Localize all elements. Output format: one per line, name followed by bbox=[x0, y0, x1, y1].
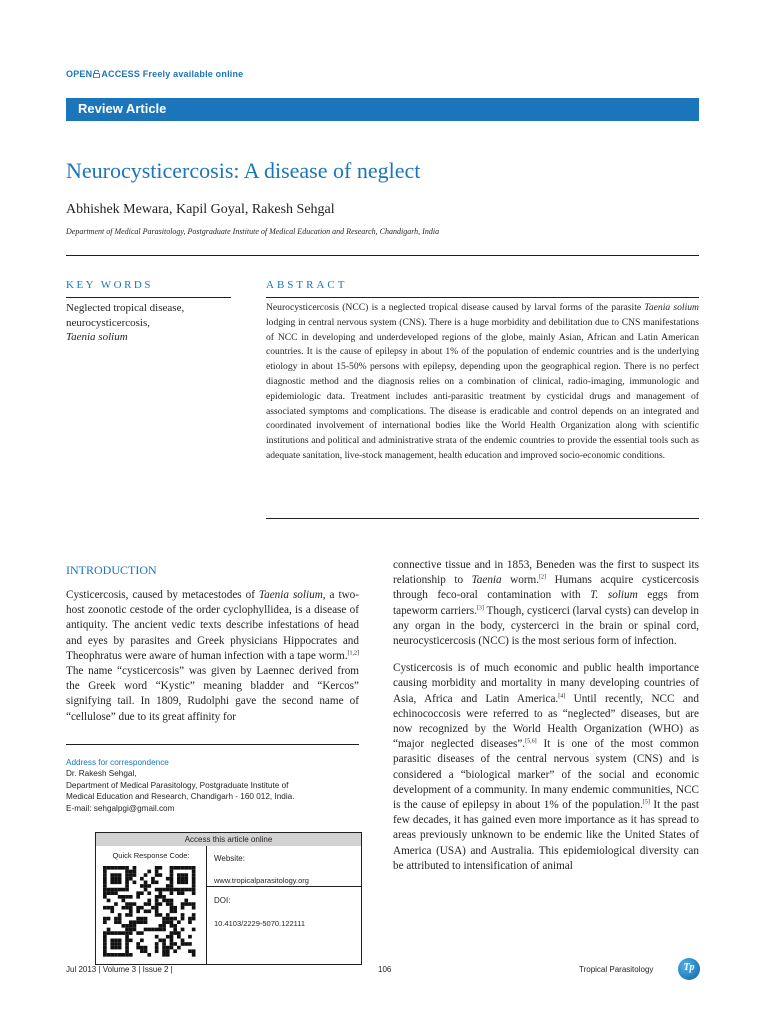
page-number: 106 bbox=[378, 965, 392, 974]
body-text: Until recently, NCC and echinococcosis were referred to as “neglected” diseases, but are now recognized by the World Health Organization (WHO) as “major neglected diseases”. bbox=[393, 692, 699, 751]
divider bbox=[266, 297, 699, 298]
keyword-item: Taenia solium bbox=[66, 331, 128, 343]
body-text: Humans acquire cysticercosis through feco-oral contamination with bbox=[393, 574, 699, 602]
doi-label: DOI: bbox=[214, 896, 231, 905]
correspondence-email[interactable]: E-mail: sehgalpgi@gmail.com bbox=[66, 803, 175, 813]
body-text: It is one of the most common parasitic diseases of the central nervous system (CNS) and is considered a “biological marker” of the social and economic development of a community. In many endemic communities, NCC is the cause of epilepsy in about 1% of the population. bbox=[393, 738, 699, 812]
correspondence-address: Department of Medical Parasitology, Postgraduate Institute of bbox=[66, 780, 289, 790]
correspondence-name: Dr. Rakesh Sehgal, bbox=[66, 769, 137, 779]
article-authors: Abhishek Mewara, Kapil Goyal, Rakesh Sehgal bbox=[66, 202, 335, 217]
body-text: Though, cysticerci (larval cysts) can develop in any organ in the body, cystercerci in the brain or spinal cord, neurocysticercosis (NCC) is the most serious form of infection. bbox=[393, 604, 699, 648]
qr-cell bbox=[96, 846, 207, 964]
article-title: Neurocysticercosis: A disease of neglect bbox=[66, 158, 421, 183]
citation[interactable]: [1,2] bbox=[347, 650, 359, 657]
doi-cell bbox=[207, 887, 361, 964]
keyword-item: neurocysticercosis, bbox=[66, 316, 150, 329]
body-text: Cysticercosis is of much economic and public health importance causing morbidity and mortality in many developing countries of Asia, Africa and Latin America. bbox=[393, 662, 699, 705]
doi-link[interactable]: 10.4103/2229-5070.122111 bbox=[214, 919, 306, 928]
open-access-note: Freely available online bbox=[142, 69, 244, 79]
article-affiliation: Department of Medical Parasitology, Postgraduate Institute of Medical Education and Research, Chandigarh, India bbox=[66, 227, 440, 236]
keyword-item: Neglected tropical disease, bbox=[66, 302, 185, 314]
intro-left-column bbox=[66, 588, 359, 725]
citation[interactable]: [2] bbox=[539, 574, 547, 581]
journal-logo bbox=[678, 958, 700, 980]
body-text: , a two-host zoonotic cestode of the order cyclophyllidea, is a disease of antiquity. The ancient vedic texts describe infestations of head and eyes by parasites and Greek physicians Hippocrates and Theophratus were aware of human infection with a tape worm. bbox=[66, 589, 359, 662]
abstract-heading: ABSTRACT bbox=[266, 279, 348, 291]
qr-label: Quick Response Code: bbox=[112, 851, 190, 860]
introduction-heading: INTRODUCTION bbox=[66, 563, 157, 577]
website-cell bbox=[207, 846, 361, 887]
keywords-list bbox=[66, 301, 236, 345]
section-bar bbox=[66, 98, 699, 121]
open-access-banner bbox=[66, 69, 243, 79]
citation[interactable]: [3] bbox=[476, 604, 484, 611]
intro-right-column bbox=[393, 558, 699, 874]
citation[interactable]: [5,6] bbox=[525, 738, 537, 745]
abstract-segment: Neurocysticercosis (NCC) is a neglected tropical disease caused by larval forms of the parasite bbox=[266, 302, 645, 313]
access-label: ACCESS bbox=[101, 69, 141, 79]
divider bbox=[66, 744, 359, 745]
body-text: eggs from tapeworm carriers. bbox=[393, 589, 699, 617]
body-text: worm. bbox=[501, 574, 540, 587]
divider bbox=[66, 297, 231, 298]
open-access-lock-icon bbox=[93, 70, 100, 78]
abstract-text bbox=[266, 301, 699, 464]
species-name: Taenia solium bbox=[644, 302, 699, 313]
body-text: The name “cysticercosis” was given by Laennec derived from the Greek word “Kystic” meaning bladder and “Kercos” signifying tail. In 1809, Rudolphi gave the second name of “cellulose” due to its great affinity for bbox=[66, 665, 359, 723]
journal-name: Tropical Parasitology bbox=[579, 965, 654, 974]
species-name: Taenia bbox=[471, 574, 502, 587]
access-box bbox=[95, 832, 362, 965]
divider bbox=[266, 518, 699, 519]
body-text: Cysticercosis, caused by metacestodes of bbox=[66, 589, 255, 601]
abstract-segment: lodging in central nervous system (CNS). There is a huge morbidity and debilitation due to CNS manifestations of NCC in developing and underdeveloped regions of the globe, mainly Asian, African and Latin American countries. It is the cause of epilepsy in about 1% of the population of endemic countries and is the underlying etiology in about 15-50% persons with epilepsy, depending upon the geographical region. There is no perfect diagnostic method and the diagnosis relies on a combination of clinical, radio-imaging, immunologic and epidemiologic data. Treatment includes anti-parasitic treatment by cysticidal drugs and management of associated symptoms and complications. The disease is eradicable and control depends on an integrated and coordinated involvement of international bodies like the World Health Organization along with scientific institutions and political and administrative strata of the endemic countries to provide the essential tools such as adequate sanitation, live-stock management, health education and improved socio-economic conditions. bbox=[266, 316, 699, 461]
correspondence-block bbox=[66, 757, 366, 814]
paragraph bbox=[393, 661, 699, 874]
section-label: Review Article bbox=[78, 101, 167, 116]
paragraph bbox=[393, 558, 699, 649]
website-label: Website: bbox=[214, 854, 245, 863]
citation[interactable]: [4] bbox=[558, 692, 566, 699]
open-label: OPEN bbox=[66, 69, 93, 79]
keywords-heading: KEY WORDS bbox=[66, 279, 153, 291]
divider bbox=[66, 255, 699, 256]
citation[interactable]: [5] bbox=[642, 799, 650, 806]
correspondence-heading: Address for correspondence bbox=[66, 758, 169, 767]
body-text: It the past few decades, it has gained even more importance as it has spread to areas previously unknown to be endemic like the United States of America (USA) and Australia. This epidemiological diversity can be attributed to intensification of animal bbox=[393, 799, 699, 872]
correspondence-address: Medical Education and Research, Chandigarh - 160 012, India. bbox=[66, 792, 295, 802]
logo-text: Tp bbox=[683, 962, 695, 973]
species-name: Taenia solium bbox=[258, 589, 323, 601]
access-heading: Access this article online bbox=[96, 833, 361, 846]
species-name: T. solium bbox=[590, 589, 638, 602]
website-link[interactable]: www.tropicalparasitology.org bbox=[214, 876, 309, 885]
qr-code[interactable] bbox=[103, 866, 199, 960]
body-text: connective tissue and in 1853, Beneden was the first to suspect its relationship to bbox=[393, 559, 699, 587]
issue-info: Jul 2013 | Volume 3 | Issue 2 | bbox=[66, 965, 173, 974]
